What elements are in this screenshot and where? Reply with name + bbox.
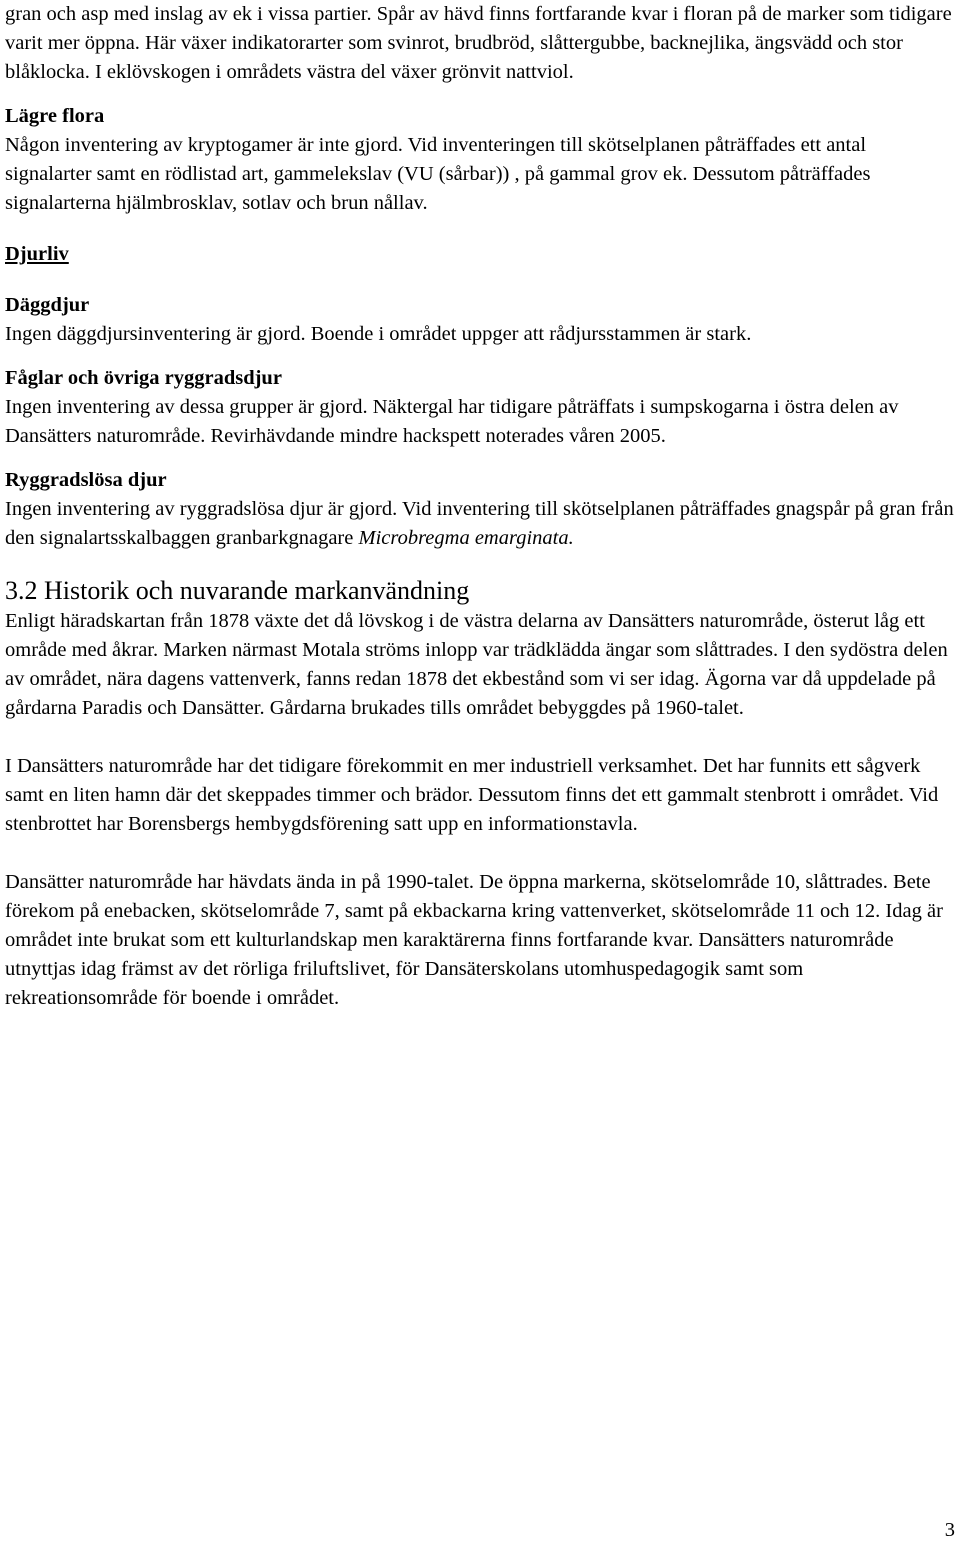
- paragraph-faglar: Ingen inventering av dessa grupper är gjord. Näktergal har tidigare påträffats i sumpskogarna i östra delen av Dansätters naturområde. Revirhävdande mindre hackspett noterades våren 2005.: [5, 396, 899, 447]
- spacer: [5, 269, 957, 291]
- heading-historik: 3.2 Historik och nuvarande markanvändning: [5, 576, 470, 605]
- heading-lagre-flora: Lägre flora: [5, 105, 105, 127]
- heading-daggdjur: Däggdjur: [5, 294, 90, 316]
- page-number: 3: [944, 1519, 955, 1541]
- spacer: [5, 723, 957, 752]
- spacer: [5, 553, 957, 575]
- intro-paragraph: gran och asp med inslag av ek i vissa partier. Spår av hävd finns fortfarande kvar i floran på de marker som tidigare varit mer öppna. Här växer indikatorarter som svinrot, brudbröd, slåttergubbe, backnejlika, ängsvädd och stor blåklocka. I eklövskogen i områdets västra del växer grönvit nattviol.: [5, 3, 952, 83]
- heading-ryggradslosa: Ryggradslösa djur: [5, 469, 167, 491]
- paragraph-lagre-flora: Någon inventering av kryptogamer är inte gjord. Vid inventeringen till skötselplanen påträffades ett antal signalarter samt en rödlistad art, gammelekslav (VU (sårbar)) , på gammal grov ek. Dessutom påträffades signalarterna hjälmbrosklav, sotlav och brun nållav.: [5, 134, 871, 214]
- spacer: [5, 451, 957, 466]
- paragraph-historik-2: I Dansätters naturområde har det tidigare förekommit en mer industriell verksamhet. Det har funnits ett sågverk samt en liten hamn där det skeppades timmer och brädor. Dessutom finns det ett gammalt stenbrott i området. Vid stenbrottet har Borensbergs hembygdsförening satt upp en informationstavla.: [5, 755, 939, 835]
- paragraph-ryggradslosa: [5, 495, 957, 553]
- document-page: [5, 0, 957, 1013]
- paragraph-historik-1: Enligt häradskartan från 1878 växte det då lövskog i de västra delarna av Dansätters naturområde, österut låg ett område med åkrar. Marken närmast Motala ströms inlopp var trädklädda ängar som slåttrades. I den sydöstra delen av området, nära dagens vattenverk, fanns redan 1878 det ekbestånd som vi ser idag. Ägorna var då uppdelade på gårdarna Paradis och Dansätter. Gårdarna brukades tills området bebyggdes på 1960-talet.: [5, 610, 948, 719]
- paragraph-ryggradslosa-text: Ingen inventering av ryggradslösa djur är gjord. Vid inventering till skötselplanen påträffades gnagspår på gran från den signalartsskalbaggen granbarkgnagare: [5, 498, 954, 549]
- paragraph-historik-3: Dansätter naturområde har hävdats ända in på 1990-talet. De öppna markerna, skötselområde 10, slåttrades. Bete förekom på enebacken, skötselområde 7, samt på ekbackarna kring vattenverket, skötselområde 11 och 12. Idag är området inte brukat som ett kulturlandskap men karaktärerna finns fortfarande kvar. Dansätters naturområde utnyttjas idag främst av det rörliga friluftslivet, för Dansäterskolans utomhuspedagogik samt som rekreationsområde för boende i området.: [5, 871, 943, 1009]
- spacer: [5, 87, 957, 102]
- spacer: [5, 218, 957, 240]
- spacer: [5, 839, 957, 868]
- paragraph-daggdjur: Ingen däggdjursinventering är gjord. Boende i området uppger att rådjursstammen är stark.: [5, 323, 752, 345]
- heading-faglar: Fåglar och övriga ryggradsdjur: [5, 367, 282, 389]
- species-name: Microbregma emarginata.: [358, 527, 574, 549]
- heading-djurliv: Djurliv: [5, 243, 69, 265]
- spacer: [5, 349, 957, 364]
